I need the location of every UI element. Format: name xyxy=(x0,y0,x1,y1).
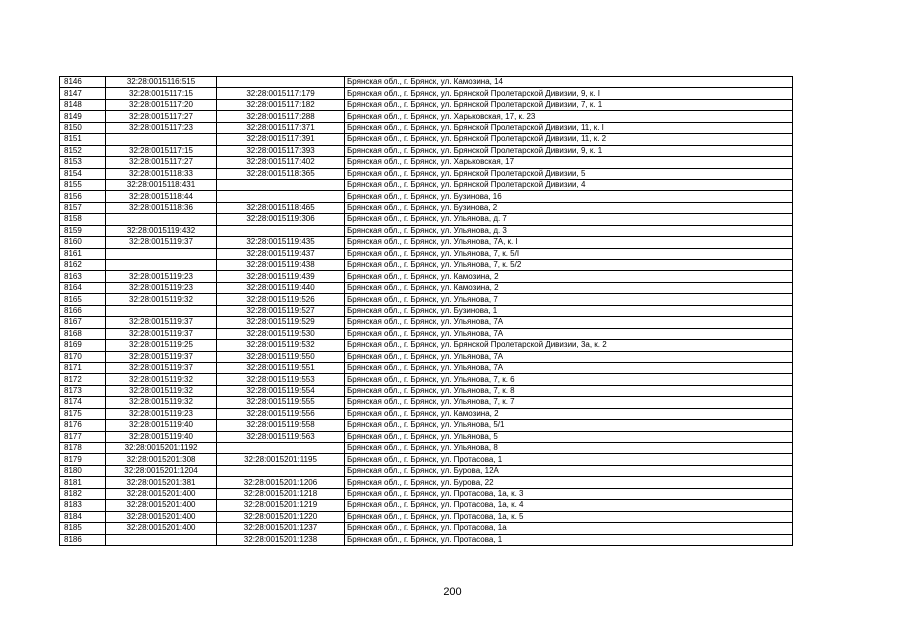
building-cadastral-cell: 32:28:0015119:435 xyxy=(217,237,345,248)
table-row xyxy=(60,294,793,305)
land-plot-cadastral-cell: 32:28:0015119:37 xyxy=(106,237,217,248)
record-number-cell: 8184 xyxy=(60,511,106,522)
record-number-cell: 8170 xyxy=(60,351,106,362)
building-cadastral-cell: 32:28:0015117:371 xyxy=(217,122,345,133)
address-cell: Брянская обл., г. Брянск, ул. Камозина, 2 xyxy=(345,282,793,293)
land-plot-cadastral-cell: 32:28:0015117:20 xyxy=(106,99,217,110)
land-plot-cadastral-cell: 32:28:0015201:400 xyxy=(106,488,217,499)
building-cadastral-cell: 32:28:0015119:555 xyxy=(217,397,345,408)
building-cadastral-cell: 32:28:0015119:438 xyxy=(217,260,345,271)
building-cadastral-cell: 32:28:0015201:1238 xyxy=(217,534,345,545)
record-number-cell: 8173 xyxy=(60,385,106,396)
record-number-cell: 8154 xyxy=(60,168,106,179)
table-row xyxy=(60,145,793,156)
table-row xyxy=(60,385,793,396)
address-cell: Брянская обл., г. Брянск, ул. Протасова, 1 xyxy=(345,534,793,545)
building-cadastral-cell: 32:28:0015118:465 xyxy=(217,202,345,213)
building-cadastral-cell: 32:28:0015201:1219 xyxy=(217,500,345,511)
registry-table-body xyxy=(60,77,793,546)
record-number-cell: 8180 xyxy=(60,465,106,476)
land-plot-cadastral-cell: 32:28:0015119:37 xyxy=(106,328,217,339)
address-cell: Брянская обл., г. Брянск, ул. Брянской Пролетарской Дивизии, 4 xyxy=(345,179,793,190)
record-number-cell: 8148 xyxy=(60,99,106,110)
record-number-cell: 8175 xyxy=(60,408,106,419)
table-row xyxy=(60,225,793,236)
record-number-cell: 8185 xyxy=(60,523,106,534)
table-row xyxy=(60,340,793,351)
land-plot-cadastral-cell: 32:28:0015201:400 xyxy=(106,511,217,522)
table-row xyxy=(60,443,793,454)
land-plot-cadastral-cell: 32:28:0015119:32 xyxy=(106,385,217,396)
address-cell: Брянская обл., г. Брянск, ул. Бузинова, 16 xyxy=(345,191,793,202)
address-cell: Брянская обл., г. Брянск, ул. Камозина, 14 xyxy=(345,77,793,88)
table-row xyxy=(60,420,793,431)
record-number-cell: 8186 xyxy=(60,534,106,545)
record-number-cell: 8158 xyxy=(60,214,106,225)
record-number-cell: 8177 xyxy=(60,431,106,442)
table-row xyxy=(60,157,793,168)
building-cadastral-cell xyxy=(217,225,345,236)
building-cadastral-cell: 32:28:0015119:558 xyxy=(217,420,345,431)
address-cell: Брянская обл., г. Брянск, ул. Бурова, 22 xyxy=(345,477,793,488)
record-number-cell: 8150 xyxy=(60,122,106,133)
table-row xyxy=(60,305,793,316)
address-cell: Брянская обл., г. Брянск, ул. Харьковская, 17 xyxy=(345,157,793,168)
record-number-cell: 8162 xyxy=(60,260,106,271)
record-number-cell: 8163 xyxy=(60,271,106,282)
building-cadastral-cell xyxy=(217,77,345,88)
record-number-cell: 8155 xyxy=(60,179,106,190)
record-number-cell: 8178 xyxy=(60,443,106,454)
record-number-cell: 8181 xyxy=(60,477,106,488)
building-cadastral-cell xyxy=(217,179,345,190)
record-number-cell: 8169 xyxy=(60,340,106,351)
land-plot-cadastral-cell: 32:28:0015119:32 xyxy=(106,294,217,305)
address-cell: Брянская обл., г. Брянск, ул. Камозина, 2 xyxy=(345,271,793,282)
land-plot-cadastral-cell: 32:28:0015119:23 xyxy=(106,271,217,282)
building-cadastral-cell: 32:28:0015117:179 xyxy=(217,88,345,99)
table-row xyxy=(60,374,793,385)
land-plot-cadastral-cell: 32:28:0015118:33 xyxy=(106,168,217,179)
address-cell: Брянская обл., г. Брянск, ул. Ульянова, 7А xyxy=(345,328,793,339)
table-row xyxy=(60,351,793,362)
land-plot-cadastral-cell: 32:28:0015117:15 xyxy=(106,88,217,99)
table-row xyxy=(60,534,793,545)
address-cell: Брянская обл., г. Брянск, ул. Ульянова, 7, к. 5/I xyxy=(345,248,793,259)
land-plot-cadastral-cell: 32:28:0015119:40 xyxy=(106,420,217,431)
table-row xyxy=(60,397,793,408)
building-cadastral-cell: 32:28:0015117:288 xyxy=(217,111,345,122)
building-cadastral-cell: 32:28:0015119:550 xyxy=(217,351,345,362)
land-plot-cadastral-cell: 32:28:0015116:515 xyxy=(106,77,217,88)
table-row xyxy=(60,248,793,259)
record-number-cell: 8174 xyxy=(60,397,106,408)
land-plot-cadastral-cell: 32:28:0015119:40 xyxy=(106,431,217,442)
building-cadastral-cell: 32:28:0015118:365 xyxy=(217,168,345,179)
record-number-cell: 8172 xyxy=(60,374,106,385)
table-row xyxy=(60,99,793,110)
land-plot-cadastral-cell: 32:28:0015118:431 xyxy=(106,179,217,190)
table-row xyxy=(60,111,793,122)
land-plot-cadastral-cell: 32:28:0015201:400 xyxy=(106,523,217,534)
building-cadastral-cell: 32:28:0015119:526 xyxy=(217,294,345,305)
address-cell: Брянская обл., г. Брянск, ул. Брянской Пролетарской Дивизии, 9, к. 1 xyxy=(345,145,793,156)
record-number-cell: 8171 xyxy=(60,362,106,373)
building-cadastral-cell: 32:28:0015201:1218 xyxy=(217,488,345,499)
land-plot-cadastral-cell: 32:28:0015201:308 xyxy=(106,454,217,465)
land-plot-cadastral-cell: 32:28:0015119:432 xyxy=(106,225,217,236)
record-number-cell: 8152 xyxy=(60,145,106,156)
table-row xyxy=(60,191,793,202)
address-cell: Брянская обл., г. Брянск, ул. Протасова, 1а xyxy=(345,523,793,534)
building-cadastral-cell: 32:28:0015119:306 xyxy=(217,214,345,225)
record-number-cell: 8146 xyxy=(60,77,106,88)
table-row xyxy=(60,431,793,442)
table-row xyxy=(60,477,793,488)
land-plot-cadastral-cell: 32:28:0015117:23 xyxy=(106,122,217,133)
table-row xyxy=(60,260,793,271)
building-cadastral-cell: 32:28:0015119:440 xyxy=(217,282,345,293)
record-number-cell: 8157 xyxy=(60,202,106,213)
record-number-cell: 8151 xyxy=(60,134,106,145)
address-cell: Брянская обл., г. Брянск, ул. Протасова, 1а, к. 4 xyxy=(345,500,793,511)
address-cell: Брянская обл., г. Брянск, ул. Бузинова, 1 xyxy=(345,305,793,316)
building-cadastral-cell: 32:28:0015119:551 xyxy=(217,362,345,373)
table-row xyxy=(60,317,793,328)
building-cadastral-cell: 32:28:0015119:532 xyxy=(217,340,345,351)
address-cell: Брянская обл., г. Брянск, ул. Брянской Пролетарской Дивизии, 11, к. I xyxy=(345,122,793,133)
table-row xyxy=(60,465,793,476)
land-plot-cadastral-cell xyxy=(106,305,217,316)
address-cell: Брянская обл., г. Брянск, ул. Протасова, 1а, к. 5 xyxy=(345,511,793,522)
record-number-cell: 8161 xyxy=(60,248,106,259)
building-cadastral-cell: 32:28:0015119:530 xyxy=(217,328,345,339)
table-row xyxy=(60,500,793,511)
land-plot-cadastral-cell: 32:28:0015119:23 xyxy=(106,408,217,419)
building-cadastral-cell: 32:28:0015117:402 xyxy=(217,157,345,168)
land-plot-cadastral-cell: 32:28:0015118:44 xyxy=(106,191,217,202)
table-row xyxy=(60,362,793,373)
record-number-cell: 8179 xyxy=(60,454,106,465)
land-plot-cadastral-cell: 32:28:0015119:37 xyxy=(106,351,217,362)
land-plot-cadastral-cell: 32:28:0015119:37 xyxy=(106,362,217,373)
land-plot-cadastral-cell: 32:28:0015201:400 xyxy=(106,500,217,511)
table-row xyxy=(60,328,793,339)
table-row xyxy=(60,134,793,145)
building-cadastral-cell: 32:28:0015119:556 xyxy=(217,408,345,419)
building-cadastral-cell: 32:28:0015117:391 xyxy=(217,134,345,145)
registry-table xyxy=(59,76,793,546)
table-row xyxy=(60,282,793,293)
record-number-cell: 8156 xyxy=(60,191,106,202)
building-cadastral-cell: 32:28:0015119:437 xyxy=(217,248,345,259)
building-cadastral-cell: 32:28:0015119:439 xyxy=(217,271,345,282)
building-cadastral-cell: 32:28:0015119:563 xyxy=(217,431,345,442)
address-cell: Брянская обл., г. Брянск, ул. Ульянова, 7 xyxy=(345,294,793,305)
building-cadastral-cell: 32:28:0015119:527 xyxy=(217,305,345,316)
building-cadastral-cell: 32:28:0015119:553 xyxy=(217,374,345,385)
land-plot-cadastral-cell: 32:28:0015117:15 xyxy=(106,145,217,156)
land-plot-cadastral-cell xyxy=(106,260,217,271)
land-plot-cadastral-cell: 32:28:0015201:381 xyxy=(106,477,217,488)
record-number-cell: 8182 xyxy=(60,488,106,499)
land-plot-cadastral-cell: 32:28:0015119:32 xyxy=(106,374,217,385)
record-number-cell: 8160 xyxy=(60,237,106,248)
record-number-cell: 8166 xyxy=(60,305,106,316)
land-plot-cadastral-cell: 32:28:0015118:36 xyxy=(106,202,217,213)
building-cadastral-cell: 32:28:0015201:1195 xyxy=(217,454,345,465)
table-row xyxy=(60,122,793,133)
address-cell: Брянская обл., г. Брянск, ул. Брянской Пролетарской Дивизии, 11, к. 2 xyxy=(345,134,793,145)
address-cell: Брянская обл., г. Брянск, ул. Ульянова, 7А, к. I xyxy=(345,237,793,248)
record-number-cell: 8147 xyxy=(60,88,106,99)
record-number-cell: 8168 xyxy=(60,328,106,339)
land-plot-cadastral-cell xyxy=(106,534,217,545)
address-cell: Брянская обл., г. Брянск, ул. Бузинова, 2 xyxy=(345,202,793,213)
address-cell: Брянская обл., г. Брянск, ул. Брянской Пролетарской Дивизии, 9, к. I xyxy=(345,88,793,99)
table-row xyxy=(60,488,793,499)
table-row xyxy=(60,511,793,522)
land-plot-cadastral-cell: 32:28:0015119:32 xyxy=(106,397,217,408)
address-cell: Брянская обл., г. Брянск, ул. Брянской Пролетарской Дивизии, 5 xyxy=(345,168,793,179)
address-cell: Брянская обл., г. Брянск, ул. Брянской Пролетарской Дивизии, 3а, к. 2 xyxy=(345,340,793,351)
land-plot-cadastral-cell: 32:28:0015201:1204 xyxy=(106,465,217,476)
building-cadastral-cell: 32:28:0015201:1220 xyxy=(217,511,345,522)
address-cell: Брянская обл., г. Брянск, ул. Ульянова, 7, к. 6 xyxy=(345,374,793,385)
land-plot-cadastral-cell: 32:28:0015117:27 xyxy=(106,111,217,122)
table-row xyxy=(60,88,793,99)
table-row xyxy=(60,179,793,190)
table-row xyxy=(60,271,793,282)
land-plot-cadastral-cell: 32:28:0015119:37 xyxy=(106,317,217,328)
land-plot-cadastral-cell xyxy=(106,134,217,145)
address-cell: Брянская обл., г. Брянск, ул. Ульянова, 5 xyxy=(345,431,793,442)
address-cell: Брянская обл., г. Брянск, ул. Брянской Пролетарской Дивизии, 7, к. 1 xyxy=(345,99,793,110)
land-plot-cadastral-cell: 32:28:0015201:1192 xyxy=(106,443,217,454)
address-cell: Брянская обл., г. Брянск, ул. Протасова, 1а, к. 3 xyxy=(345,488,793,499)
record-number-cell: 8164 xyxy=(60,282,106,293)
address-cell: Брянская обл., г. Брянск, ул. Ульянова, 7, к. 5/2 xyxy=(345,260,793,271)
record-number-cell: 8153 xyxy=(60,157,106,168)
address-cell: Брянская обл., г. Брянск, ул. Ульянова, 7, к. 8 xyxy=(345,385,793,396)
table-row xyxy=(60,168,793,179)
address-cell: Брянская обл., г. Брянск, ул. Ульянова, 7А xyxy=(345,317,793,328)
address-cell: Брянская обл., г. Брянск, ул. Ульянова, 7А xyxy=(345,362,793,373)
building-cadastral-cell: 32:28:0015201:1206 xyxy=(217,477,345,488)
address-cell: Брянская обл., г. Брянск, ул. Ульянова, 7А xyxy=(345,351,793,362)
address-cell: Брянская обл., г. Брянск, ул. Протасова, 1 xyxy=(345,454,793,465)
address-cell: Брянская обл., г. Брянск, ул. Ульянова, д. 7 xyxy=(345,214,793,225)
record-number-cell: 8167 xyxy=(60,317,106,328)
table-row xyxy=(60,408,793,419)
address-cell: Брянская обл., г. Брянск, ул. Ульянова, 7, к. 7 xyxy=(345,397,793,408)
land-plot-cadastral-cell: 32:28:0015117:27 xyxy=(106,157,217,168)
land-plot-cadastral-cell xyxy=(106,214,217,225)
address-cell: Брянская обл., г. Брянск, ул. Камозина, 2 xyxy=(345,408,793,419)
land-plot-cadastral-cell: 32:28:0015119:25 xyxy=(106,340,217,351)
record-number-cell: 8183 xyxy=(60,500,106,511)
record-number-cell: 8149 xyxy=(60,111,106,122)
building-cadastral-cell xyxy=(217,443,345,454)
table-row xyxy=(60,237,793,248)
address-cell: Брянская обл., г. Брянск, ул. Ульянова, 8 xyxy=(345,443,793,454)
address-cell: Брянская обл., г. Брянск, ул. Бурова, 12А xyxy=(345,465,793,476)
address-cell: Брянская обл., г. Брянск, ул. Ульянова, 5/1 xyxy=(345,420,793,431)
address-cell: Брянская обл., г. Брянск, ул. Харьковская, 17, к. 23 xyxy=(345,111,793,122)
land-plot-cadastral-cell: 32:28:0015119:23 xyxy=(106,282,217,293)
address-cell: Брянская обл., г. Брянск, ул. Ульянова, д. 3 xyxy=(345,225,793,236)
building-cadastral-cell: 32:28:0015201:1237 xyxy=(217,523,345,534)
building-cadastral-cell: 32:28:0015119:529 xyxy=(217,317,345,328)
table-row xyxy=(60,214,793,225)
record-number-cell: 8165 xyxy=(60,294,106,305)
record-number-cell: 8159 xyxy=(60,225,106,236)
table-row xyxy=(60,202,793,213)
record-number-cell: 8176 xyxy=(60,420,106,431)
building-cadastral-cell xyxy=(217,191,345,202)
building-cadastral-cell: 32:28:0015117:393 xyxy=(217,145,345,156)
table-row xyxy=(60,454,793,465)
building-cadastral-cell: 32:28:0015117:182 xyxy=(217,99,345,110)
table-row xyxy=(60,523,793,534)
table-row xyxy=(60,77,793,88)
building-cadastral-cell xyxy=(217,465,345,476)
page-number: 200 xyxy=(443,586,462,598)
land-plot-cadastral-cell xyxy=(106,248,217,259)
building-cadastral-cell: 32:28:0015119:554 xyxy=(217,385,345,396)
